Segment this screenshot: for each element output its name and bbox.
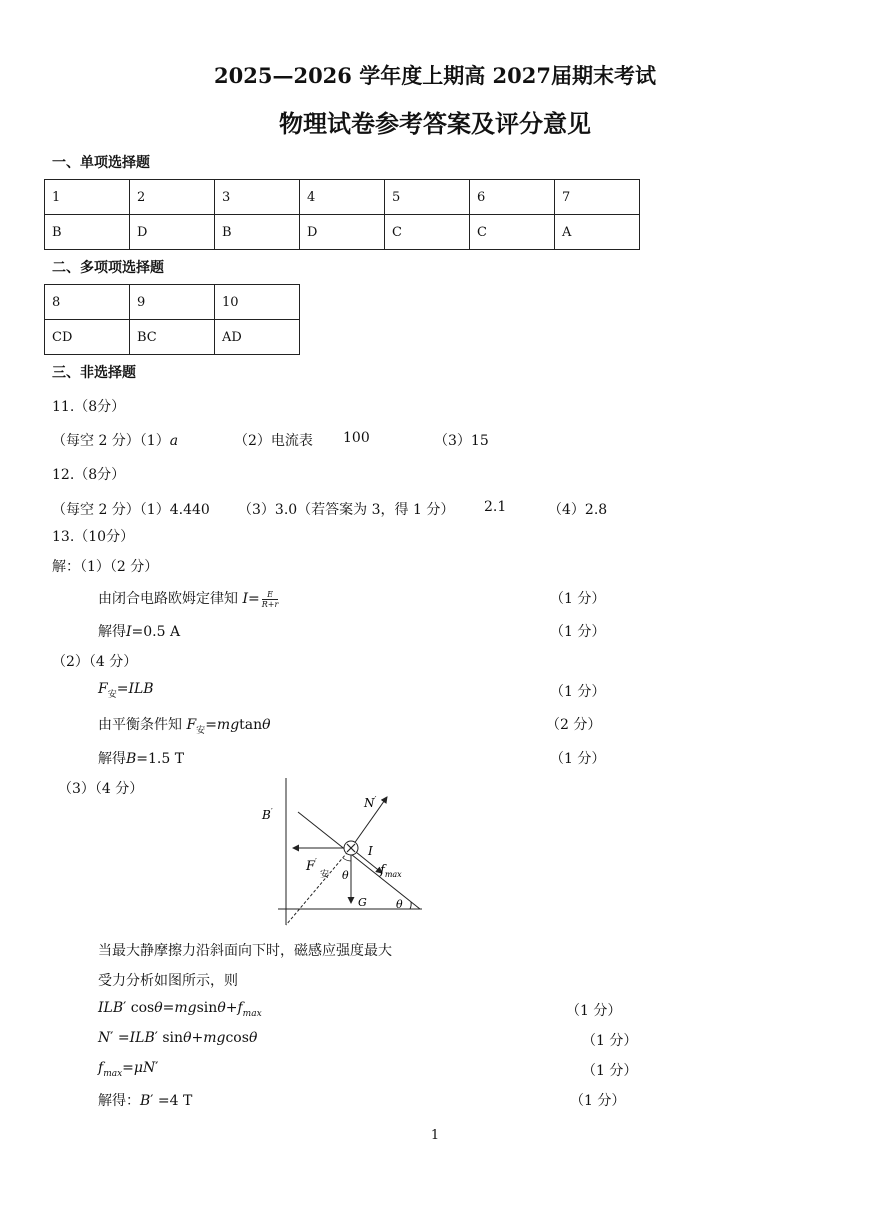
formula: =mg <box>205 717 240 733</box>
table-row <box>45 320 300 355</box>
q13-label: 13.（10分） <box>52 529 135 545</box>
label-I: I <box>368 844 373 858</box>
q11-answer-1: a <box>169 433 179 449</box>
q12-answer-4: （4）2.8 <box>548 502 608 518</box>
score-label: （1 分） <box>570 1093 626 1109</box>
q13-line-B-result <box>98 748 184 768</box>
question-number: 7 <box>555 180 640 215</box>
multi-choice-table <box>44 284 300 355</box>
q13-eq-along-incline <box>98 1000 262 1019</box>
score-label: （1 分） <box>550 751 606 767</box>
symbol-F: F <box>186 717 197 733</box>
answer-cell: C <box>470 215 555 250</box>
score-label: （1 分） <box>566 1003 622 1019</box>
formula: =ILB <box>113 1030 155 1046</box>
prime: ′ <box>150 1093 154 1109</box>
formula: =μN <box>122 1060 156 1076</box>
q12-answer-2: （3）3.0（若答案为 3，得 1 分） <box>238 502 455 518</box>
score-label: （1 分） <box>550 684 606 700</box>
label-B: B′ <box>262 807 273 822</box>
q13-line-force-analysis: 受力分析如图所示，则 <box>98 973 238 989</box>
table-row <box>45 215 640 250</box>
q12-answer-3: 2.1 <box>484 499 507 515</box>
q13-line-equilibrium <box>98 714 271 736</box>
subscript: 安 <box>107 689 117 700</box>
function-name: sin <box>196 1000 218 1016</box>
section1-heading: 一、单项选择题 <box>52 155 150 171</box>
function-name: cos <box>225 1030 249 1046</box>
answer-cell: BC <box>130 320 215 355</box>
q12-answer-1: （每空 2 分）（1）4.440 <box>52 502 210 518</box>
q11-prefix: （每空 2 分）（1） <box>52 433 170 449</box>
score-label: （1 分） <box>550 624 606 640</box>
symbol-I: I <box>242 591 248 607</box>
line-text: 由闭合电路欧姆定律知 <box>98 591 238 607</box>
symbol-theta: θ <box>217 1000 226 1016</box>
q13-part1-heading: 解：（1）（2 分） <box>52 559 159 575</box>
label-G: G <box>358 896 367 909</box>
subscript: max <box>242 1008 262 1019</box>
function-name: tan <box>239 717 263 733</box>
answer-cell: AD <box>215 320 300 355</box>
q11-answer-3: 100 <box>343 430 370 446</box>
dashed-line <box>286 848 351 925</box>
score-label: （1 分） <box>582 1063 638 1079</box>
symbol-theta: θ <box>248 1030 258 1046</box>
label-N: N′ <box>364 795 377 810</box>
single-choice-table <box>44 179 640 250</box>
formula: =ILB <box>116 681 154 697</box>
angle-arc <box>343 858 351 861</box>
question-number: 6 <box>470 180 555 215</box>
page-number: 1 <box>430 1128 440 1143</box>
question-number: 8 <box>45 285 130 320</box>
formula: ILB <box>98 1000 124 1016</box>
q13-eq-normal <box>98 1030 257 1046</box>
q12-label: 12.（8分） <box>52 467 126 483</box>
question-number: 2 <box>130 180 215 215</box>
q13-final-result <box>98 1090 192 1110</box>
fraction-numerator: E <box>267 589 273 599</box>
prime: ′ <box>123 1000 127 1016</box>
line-text: 由平衡条件知 <box>98 717 182 733</box>
result-value: =0.5 A <box>131 624 181 640</box>
table-row <box>45 285 300 320</box>
q11-answer-4: （3）15 <box>434 433 489 449</box>
subscript: 安 <box>196 725 206 736</box>
question-number: 4 <box>300 180 385 215</box>
line-text: 解得 <box>98 624 126 640</box>
label-F: F′ <box>306 857 317 874</box>
prime: ′ <box>155 1060 159 1076</box>
score-label: （2 分） <box>546 717 602 733</box>
score-label: （1 分） <box>550 591 606 607</box>
label-theta: θ <box>342 869 349 882</box>
symbol-theta: θ <box>262 717 271 733</box>
symbol-B: B <box>140 1093 151 1109</box>
answer-cell: B <box>45 215 130 250</box>
function-name: cos <box>126 1000 155 1016</box>
symbol-I: I <box>126 624 132 640</box>
table-row <box>45 180 640 215</box>
question-number: 9 <box>130 285 215 320</box>
q13-line-current-result <box>98 621 180 641</box>
answer-cell: D <box>300 215 385 250</box>
answer-cell: B <box>215 215 300 250</box>
q11-answers <box>52 430 178 450</box>
formula: =mg <box>162 1000 197 1016</box>
symbol-theta: θ <box>183 1030 192 1046</box>
question-number: 3 <box>215 180 300 215</box>
result-value: =4 T <box>153 1093 193 1109</box>
answer-cell: D <box>130 215 215 250</box>
question-number: 1 <box>45 180 130 215</box>
fraction-denominator: R+r <box>261 599 279 609</box>
label-F-subscript: 安 <box>320 870 330 880</box>
q11-label: 11.（8分） <box>52 399 126 415</box>
q11-answer-2: （2）电流表 <box>234 433 313 449</box>
symbol-theta: θ <box>154 1000 163 1016</box>
line-text: 解得 <box>98 751 126 767</box>
question-number: 10 <box>215 285 300 320</box>
q13-eq-friction <box>98 1060 158 1079</box>
symbol-N: N <box>98 1030 111 1046</box>
prime: ′ <box>110 1030 114 1046</box>
title-line-1: 2025—2026 学年度上期高 2027届期末考试 <box>214 63 656 88</box>
formula: +f <box>225 1000 243 1016</box>
q13-line-ampere-force <box>98 681 154 700</box>
answer-cell: CD <box>45 320 130 355</box>
q13-line-ohms-law <box>98 588 278 609</box>
subscript: max <box>103 1068 123 1079</box>
q13-line-max-friction: 当最大静摩擦力沿斜面向下时，磁感应强度最大 <box>98 943 392 959</box>
label-f: $f_{max}$ <box>380 863 402 879</box>
answer-cell: A <box>555 215 640 250</box>
label-theta: θ <box>396 898 403 911</box>
title-line-2: 物理试卷参考答案及评分意见 <box>279 109 591 138</box>
function-name: sin <box>157 1030 184 1046</box>
force-diagram <box>250 775 430 935</box>
q13-part2-heading: （2）（4 分） <box>52 654 138 670</box>
answer-cell: C <box>385 215 470 250</box>
symbol-f: f <box>98 1060 104 1076</box>
q13-part3-heading: （3）（4 分） <box>58 781 144 797</box>
prime: ′ <box>154 1030 158 1046</box>
section2-heading: 二、多项项选择题 <box>52 260 164 276</box>
score-label: （1 分） <box>582 1033 638 1049</box>
symbol-B: B <box>126 751 137 767</box>
question-number: 5 <box>385 180 470 215</box>
fraction <box>262 590 279 609</box>
equals-sign: = <box>247 591 260 607</box>
section3-heading: 三、非选择题 <box>52 365 136 381</box>
result-value: =1.5 T <box>136 751 185 767</box>
line-text: 解得： <box>98 1093 140 1109</box>
symbol-F: F <box>98 681 108 697</box>
formula: +mg <box>191 1030 226 1046</box>
angle-arc <box>410 902 411 909</box>
